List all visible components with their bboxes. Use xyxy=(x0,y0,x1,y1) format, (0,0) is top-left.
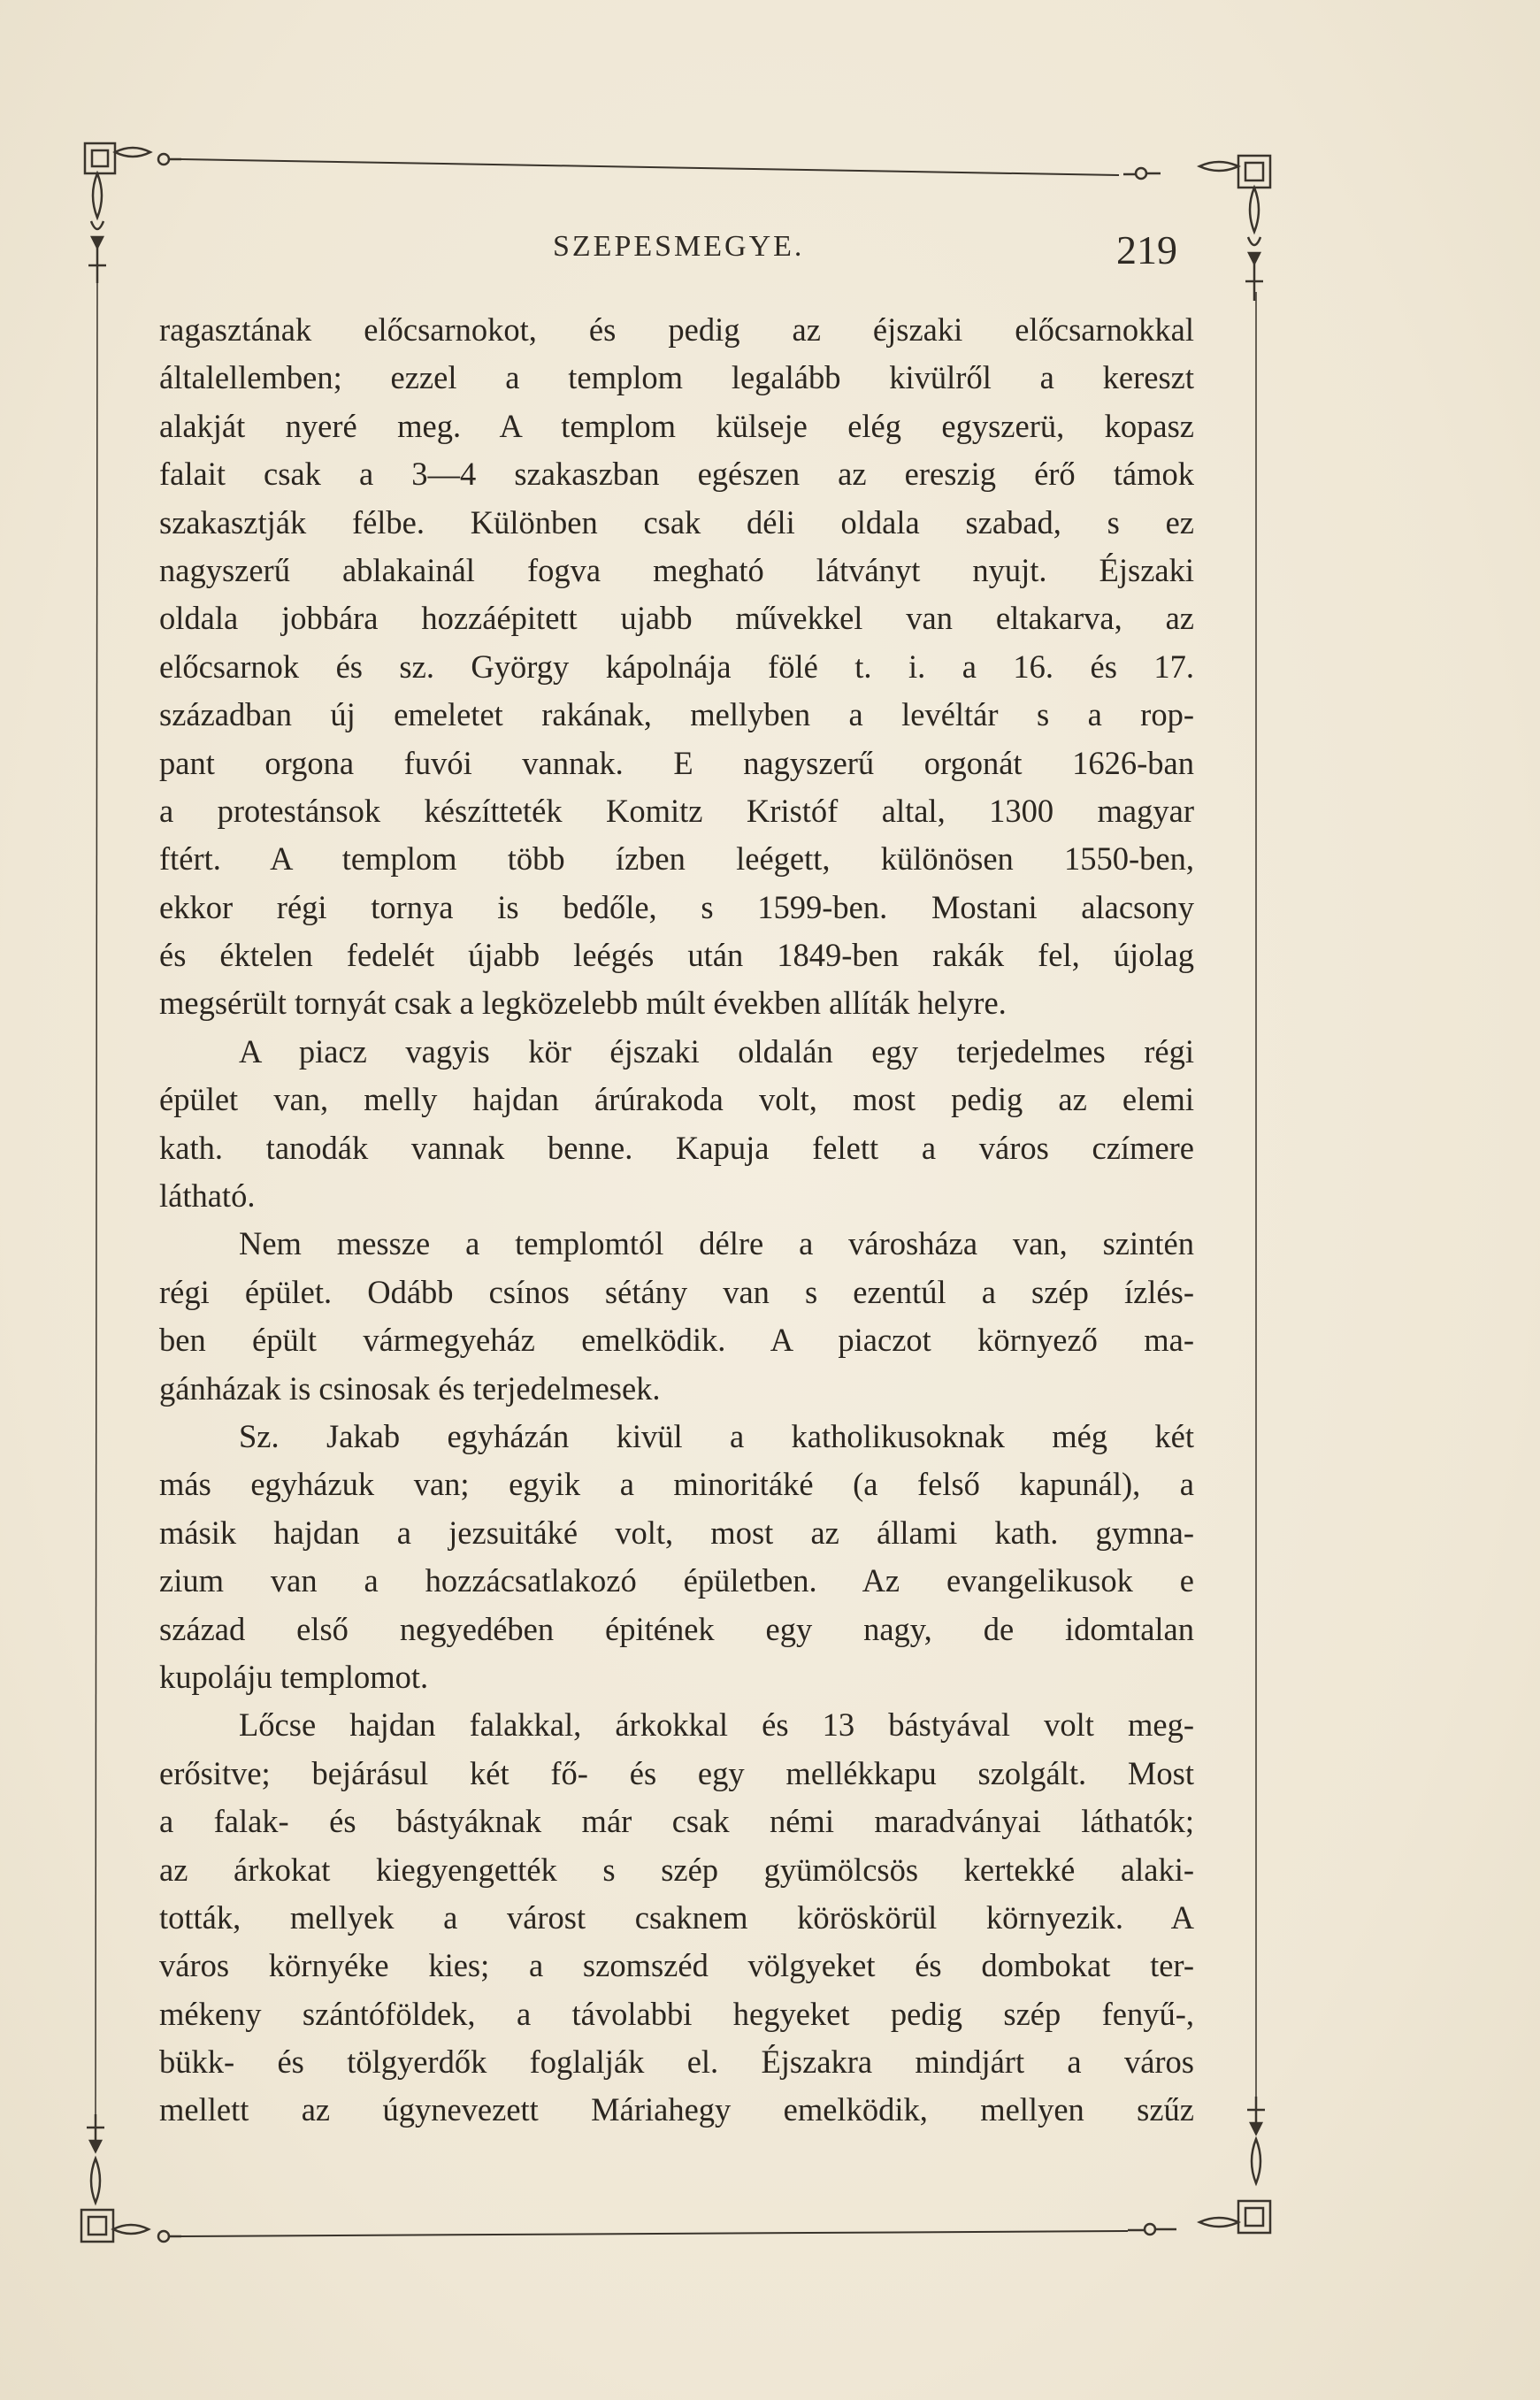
text-line: mékeny szántóföldek, a távolabbi hegyeket pedig szép fenyű-, xyxy=(159,1995,1194,2032)
text-line: általellemben; ezzel a templom legalább kivülről a kereszt xyxy=(159,359,1194,396)
text-line: falait csak a 3—4 szakaszban egészen az ereszig érő támok xyxy=(159,456,1194,493)
text-line: régi épület. Odább csínos sétány van s ezentúl a szép ízlés- xyxy=(159,1273,1194,1310)
text-line: kupoláju templomot. xyxy=(159,1658,429,1695)
text-line: bükk- és tölgyerdők foglalják el. Éjszakra mindjárt a város xyxy=(159,2043,1194,2081)
text-line: Sz. Jakab egyházán kivül a katholikusoknak még két xyxy=(239,1417,1194,1454)
text-line: ragasztának előcsarnokot, és pedig az éjszaki előcsarnokkal xyxy=(159,311,1194,348)
text-line: Nem messze a templomtól délre a városháza van, szintén xyxy=(239,1225,1194,1262)
text-line: és éktelen fedelét újabb leégés után 1849-ben rakák fel, újolag xyxy=(159,937,1194,974)
text-line: nagyszerű ablakainál fogva megható látványt nyujt. Éjszaki xyxy=(159,551,1194,588)
text-line: kath. tanodák vannak benne. Kapuja felett a város czímere xyxy=(159,1129,1194,1166)
text-line: erősitve; bejárásul két fő- és egy mellékkapu szolgált. Most xyxy=(159,1754,1194,1791)
text-line: ftért. A templom több ízben leégett, különösen 1550-ben, xyxy=(159,840,1194,878)
text-line: megsérült tornyát csak a legközelebb múlt években allíták helyre. xyxy=(159,985,1007,1022)
text-line: szakasztják félbe. Különben csak déli oldala szabad, s ez xyxy=(159,503,1194,541)
text-line: Lőcse hajdan falakkal, árkokkal és 13 bástyával volt meg- xyxy=(239,1706,1194,1744)
text-line: tották, mellyek a várost csaknem köröskörül környezik. A xyxy=(159,1898,1194,1936)
text-line: a protestánsok készítteték Komitz Kristóf altal, 1300 magyar xyxy=(159,792,1194,829)
text-line: előcsarnok és sz. György kápolnája fölé t. i. a 16. és 17. xyxy=(159,648,1194,685)
running-head xyxy=(0,221,1540,274)
text-line: pant orgona fuvói vannak. E nagyszerű orgonát 1626-ban xyxy=(159,744,1194,781)
text-line: a falak- és bástyáknak már csak némi maradványai láthatók; xyxy=(159,1803,1194,1840)
text-line: épület van, melly hajdan árúrakoda volt, most pedig az elemi xyxy=(159,1081,1194,1118)
text-line: ekkor régi tornya is bedőle, s 1599-ben. Mostani alacsony xyxy=(159,888,1194,925)
text-line: oldala jobbára hozzáépitett ujabb művekkel van eltakarva, az xyxy=(159,600,1194,637)
running-title: SZEPESMEGYE. xyxy=(553,230,805,263)
text-line: ben épült vármegyeház emelködik. A piaczot környező ma- xyxy=(159,1322,1194,1359)
text-line: gánházak is csinosak és terjedelmesek. xyxy=(159,1369,661,1407)
text-line: látható. xyxy=(159,1177,256,1215)
page-number: 219 xyxy=(1116,227,1177,272)
text-line: A piacz vagyis kör éjszaki oldalán egy terjedelmes régi xyxy=(239,1032,1194,1070)
text-line: században új emeletet rakának, mellyben a levéltár s a rop- xyxy=(159,696,1194,733)
text-line: másik hajdan a jezsuitáké volt, most az állami kath. gymna- xyxy=(159,1514,1194,1551)
text-line: más egyházuk van; egyik a minoritáké (a felső kapunál), a xyxy=(159,1466,1194,1503)
text-line: század első negyedében épitének egy nagy, de idomtalan xyxy=(159,1610,1194,1647)
text-line: az árkokat kiegyengették s szép gyümölcsös kertekké alaki- xyxy=(159,1851,1194,1888)
text-line: mellett az úgynevezett Máriahegy emelködik, mellyen szűz xyxy=(159,2091,1194,2128)
text-line: alakját nyeré meg. A templom külseje elég egyszerü, kopasz xyxy=(159,407,1194,444)
text-line: zium van a hozzácsatlakozó épületben. Az evangelikusok e xyxy=(159,1562,1194,1599)
body-text xyxy=(159,306,1194,2128)
text-line: város környéke kies; a szomszéd völgyeket és dombokat ter- xyxy=(159,1947,1194,1984)
